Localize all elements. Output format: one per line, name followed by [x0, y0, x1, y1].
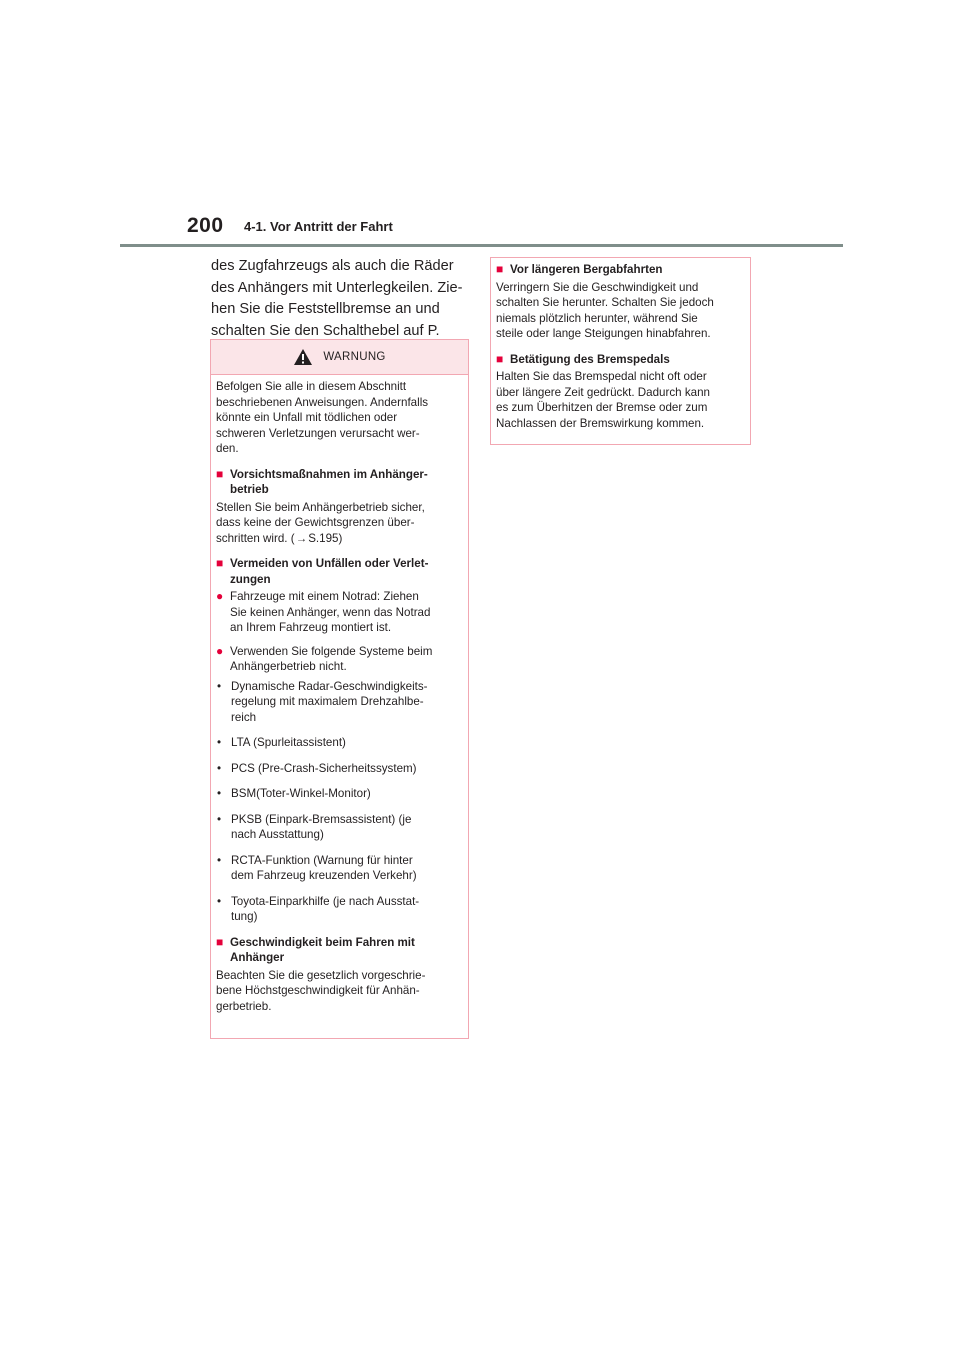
heading-line: Anhänger: [230, 951, 285, 964]
list-item: [216, 761, 459, 777]
text-line: reich: [231, 710, 257, 724]
page-number: 200: [187, 214, 224, 237]
paragraph-speed-limit: [216, 968, 459, 1015]
page-reference-link[interactable]: S.195): [308, 531, 343, 545]
text-line: gerbetrieb.: [216, 999, 272, 1013]
list-item: [216, 786, 459, 802]
text-line: nach Ausstattung): [231, 828, 324, 841]
text-line: könnte ein Unfall mit tödlichen oder: [216, 411, 398, 424]
heading-line: Vor längeren Bergabfahrten: [510, 263, 663, 276]
text-line: Dynamische Radar-Geschwindigkeits-: [231, 679, 428, 693]
text-line: es zum Überhitzen der Bremse oder zum: [496, 401, 708, 414]
bullet-icon: •: [217, 761, 222, 775]
text-fragment: schritten wird. (: [216, 531, 295, 545]
section-title: 4-1. Vor Antritt der Fahrt: [244, 219, 393, 234]
text-line: PKSB (Einpark-Bremsassistent) (je: [231, 812, 412, 826]
heading-line: zungen: [230, 572, 271, 586]
text-line: Toyota-Einparkhilfe (je nach Ausstat-: [231, 894, 420, 908]
warning-title: WARNUNG: [323, 351, 386, 363]
text-line: an Ihrem Fahrzeug montiert ist.: [230, 621, 392, 634]
intro-line: hen Sie die Feststellbremse an und: [211, 301, 440, 318]
warning-triangle-icon: [293, 348, 313, 366]
paragraph-brake-pedal: [496, 369, 742, 431]
bullet-icon: •: [217, 679, 222, 693]
text-line: Befolgen Sie alle in diesem Abschnitt: [216, 380, 407, 393]
list-item: [216, 894, 459, 925]
text-line: beschriebenen Anweisungen. Andernfalls: [216, 395, 429, 409]
text-line: den.: [216, 442, 239, 455]
text-line: Halten Sie das Bremspedal nicht oft oder: [496, 370, 707, 383]
list-item: [216, 812, 459, 843]
text-line: dem Fahrzeug kreuzenden Verkehr): [231, 869, 417, 882]
text-line: regelung mit maximalem Drehzahlbe-: [231, 695, 424, 708]
text-line: Fahrzeuge mit einem Notrad: Ziehen: [230, 590, 419, 603]
text-line: bene Höchstgeschwindigkeit für Anhän-: [216, 984, 420, 997]
subheading-brake-pedal: [496, 352, 742, 368]
subheading-long-descents: [496, 262, 742, 278]
bullet-icon: •: [217, 736, 222, 749]
text-line: Verwenden Sie folgende Systeme beim: [230, 644, 433, 658]
arrow-right-icon: →: [295, 531, 308, 545]
text-line: über längere Zeit gedrückt. Dadurch kann: [496, 385, 710, 399]
text-line: RCTA-Funktion (Warnung für hinter: [231, 853, 413, 867]
circle-bullet-icon: ●: [216, 643, 224, 658]
intro-paragraph: [211, 256, 471, 343]
list-item: [216, 679, 459, 726]
square-bullet-icon: ■: [216, 466, 224, 481]
text-line: steile oder lange Steigungen hinabfahren.: [496, 327, 711, 340]
list-item: [216, 644, 459, 675]
heading-line: Betätigung des Bremspedals: [510, 352, 670, 366]
intro-line: des Zugfahrzeugs als auch die Räder: [211, 258, 454, 274]
paragraph-weight-limits: [216, 500, 459, 547]
text-line: Beachten Sie die gesetzlich vorgeschrie-: [216, 968, 426, 982]
subheading-speed-with-trailer: [216, 935, 459, 966]
bullet-icon: •: [217, 812, 222, 826]
square-bullet-icon: ■: [496, 262, 504, 276]
heading-line: betrieb: [230, 483, 269, 496]
text-line: Verringern Sie die Geschwindigkeit und: [496, 280, 699, 294]
text-line: Stellen Sie beim Anhängerbetrieb sicher,: [216, 500, 425, 514]
bullet-icon: •: [217, 894, 222, 908]
bullet-icon: •: [217, 787, 222, 800]
square-bullet-icon: ■: [496, 351, 504, 366]
text-line: Anhängerbetrieb nicht.: [230, 660, 347, 673]
paragraph-long-descents: [496, 280, 742, 342]
list-item: [216, 853, 459, 884]
square-bullet-icon: ■: [216, 556, 224, 570]
text-line: tung): [231, 910, 258, 923]
text-line: schalten Sie herunter. Schalten Sie jedoch: [496, 296, 714, 309]
info-box: [490, 257, 751, 445]
circle-bullet-icon: ●: [216, 589, 224, 603]
warning-box: [210, 339, 469, 1039]
heading-line: Vermeiden von Unfällen oder Verlet-: [230, 557, 429, 570]
text-line: Sie keinen Anhänger, wenn das Notrad: [230, 605, 431, 619]
text-line: BSM(Toter-Winkel-Monitor): [231, 787, 371, 800]
bullet-icon: •: [217, 853, 222, 867]
text-line: Nachlassen der Bremswirkung kommen.: [496, 416, 705, 430]
subheading-trailer-precautions: [216, 467, 459, 498]
list-item: [216, 589, 459, 636]
text-line: PCS (Pre-Crash-Sicherheitssystem): [231, 761, 417, 775]
text-line: LTA (Spurleitassistent): [231, 736, 346, 749]
text-line: niemals plötzlich herunter, während Sie: [496, 311, 698, 325]
intro-line: schalten Sie den Schalthebel auf P.: [211, 323, 440, 340]
warning-intro: [216, 379, 459, 457]
intro-line: des Anhängers mit Unterlegkeilen. Zie-: [211, 279, 463, 296]
warning-header: [211, 340, 468, 375]
subheading-avoid-accidents: [216, 556, 459, 587]
square-bullet-icon: ■: [216, 934, 224, 949]
heading-line: Vorsichtsmaßnahmen im Anhänger-: [230, 467, 428, 481]
heading-line: Geschwindigkeit beim Fahren mit: [230, 935, 415, 949]
text-line: schweren Verletzungen verursacht wer-: [216, 426, 420, 440]
text-line: [216, 531, 459, 547]
list-item: [216, 735, 459, 751]
warning-body: [211, 375, 468, 1014]
header-divider: [120, 244, 843, 247]
text-line: dass keine der Gewichtsgrenzen über-: [216, 516, 415, 529]
